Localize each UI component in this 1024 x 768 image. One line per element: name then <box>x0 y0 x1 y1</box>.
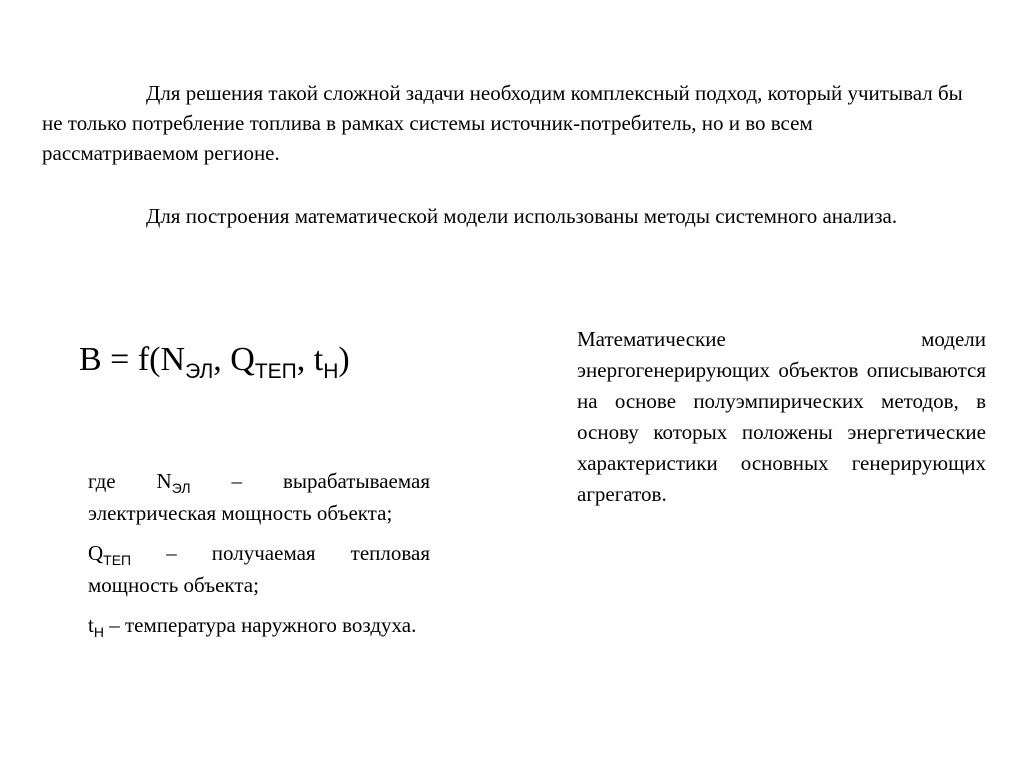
formula-subscript-el: ЭЛ <box>185 360 214 383</box>
models-paragraph: Математические модели энергогенерирующих объектов описываются на основе полуэмпирических методов, в основу которых положены энергетические характеристики основных генерирующих агрегатов. <box>577 327 986 506</box>
definition-t-n <box>88 609 430 641</box>
variable-definitions <box>88 465 430 649</box>
method-paragraph: Для построения математической модели использованы методы системного анализа. <box>146 204 898 228</box>
definition-symbol: t <box>88 613 94 637</box>
definition-symbol: Q <box>88 541 104 565</box>
formula-subscript-tep: ТЕП <box>254 360 297 383</box>
definition-subscript: ТЕП <box>103 552 132 568</box>
formula-close: ) <box>338 341 350 378</box>
formula-separator: , t <box>296 341 324 378</box>
definition-subscript: Н <box>93 624 104 640</box>
formula-lhs: B = f(N <box>79 341 186 378</box>
definition-n-el <box>88 465 430 529</box>
definition-symbol: где N <box>88 469 172 493</box>
intro-paragraph: Для решения такой сложной задачи необходим комплексный подход, который учитывал бы не только потребление топлива в рамках системы источник-потребитель, но и во всем рассматриваемом регионе. <box>42 81 963 165</box>
formula-separator: , Q <box>213 341 255 378</box>
formula-subscript-n: Н <box>323 360 339 383</box>
definition-text: – получаемая тепловая мощность объекта; <box>88 541 430 597</box>
definition-text: – температура наружного воздуха. <box>103 613 417 637</box>
definition-text: – вырабатываемая электрическая мощность объекта; <box>88 469 430 525</box>
formula <box>79 335 350 385</box>
definition-q-tep <box>88 537 430 601</box>
definition-subscript: ЭЛ <box>171 480 191 496</box>
